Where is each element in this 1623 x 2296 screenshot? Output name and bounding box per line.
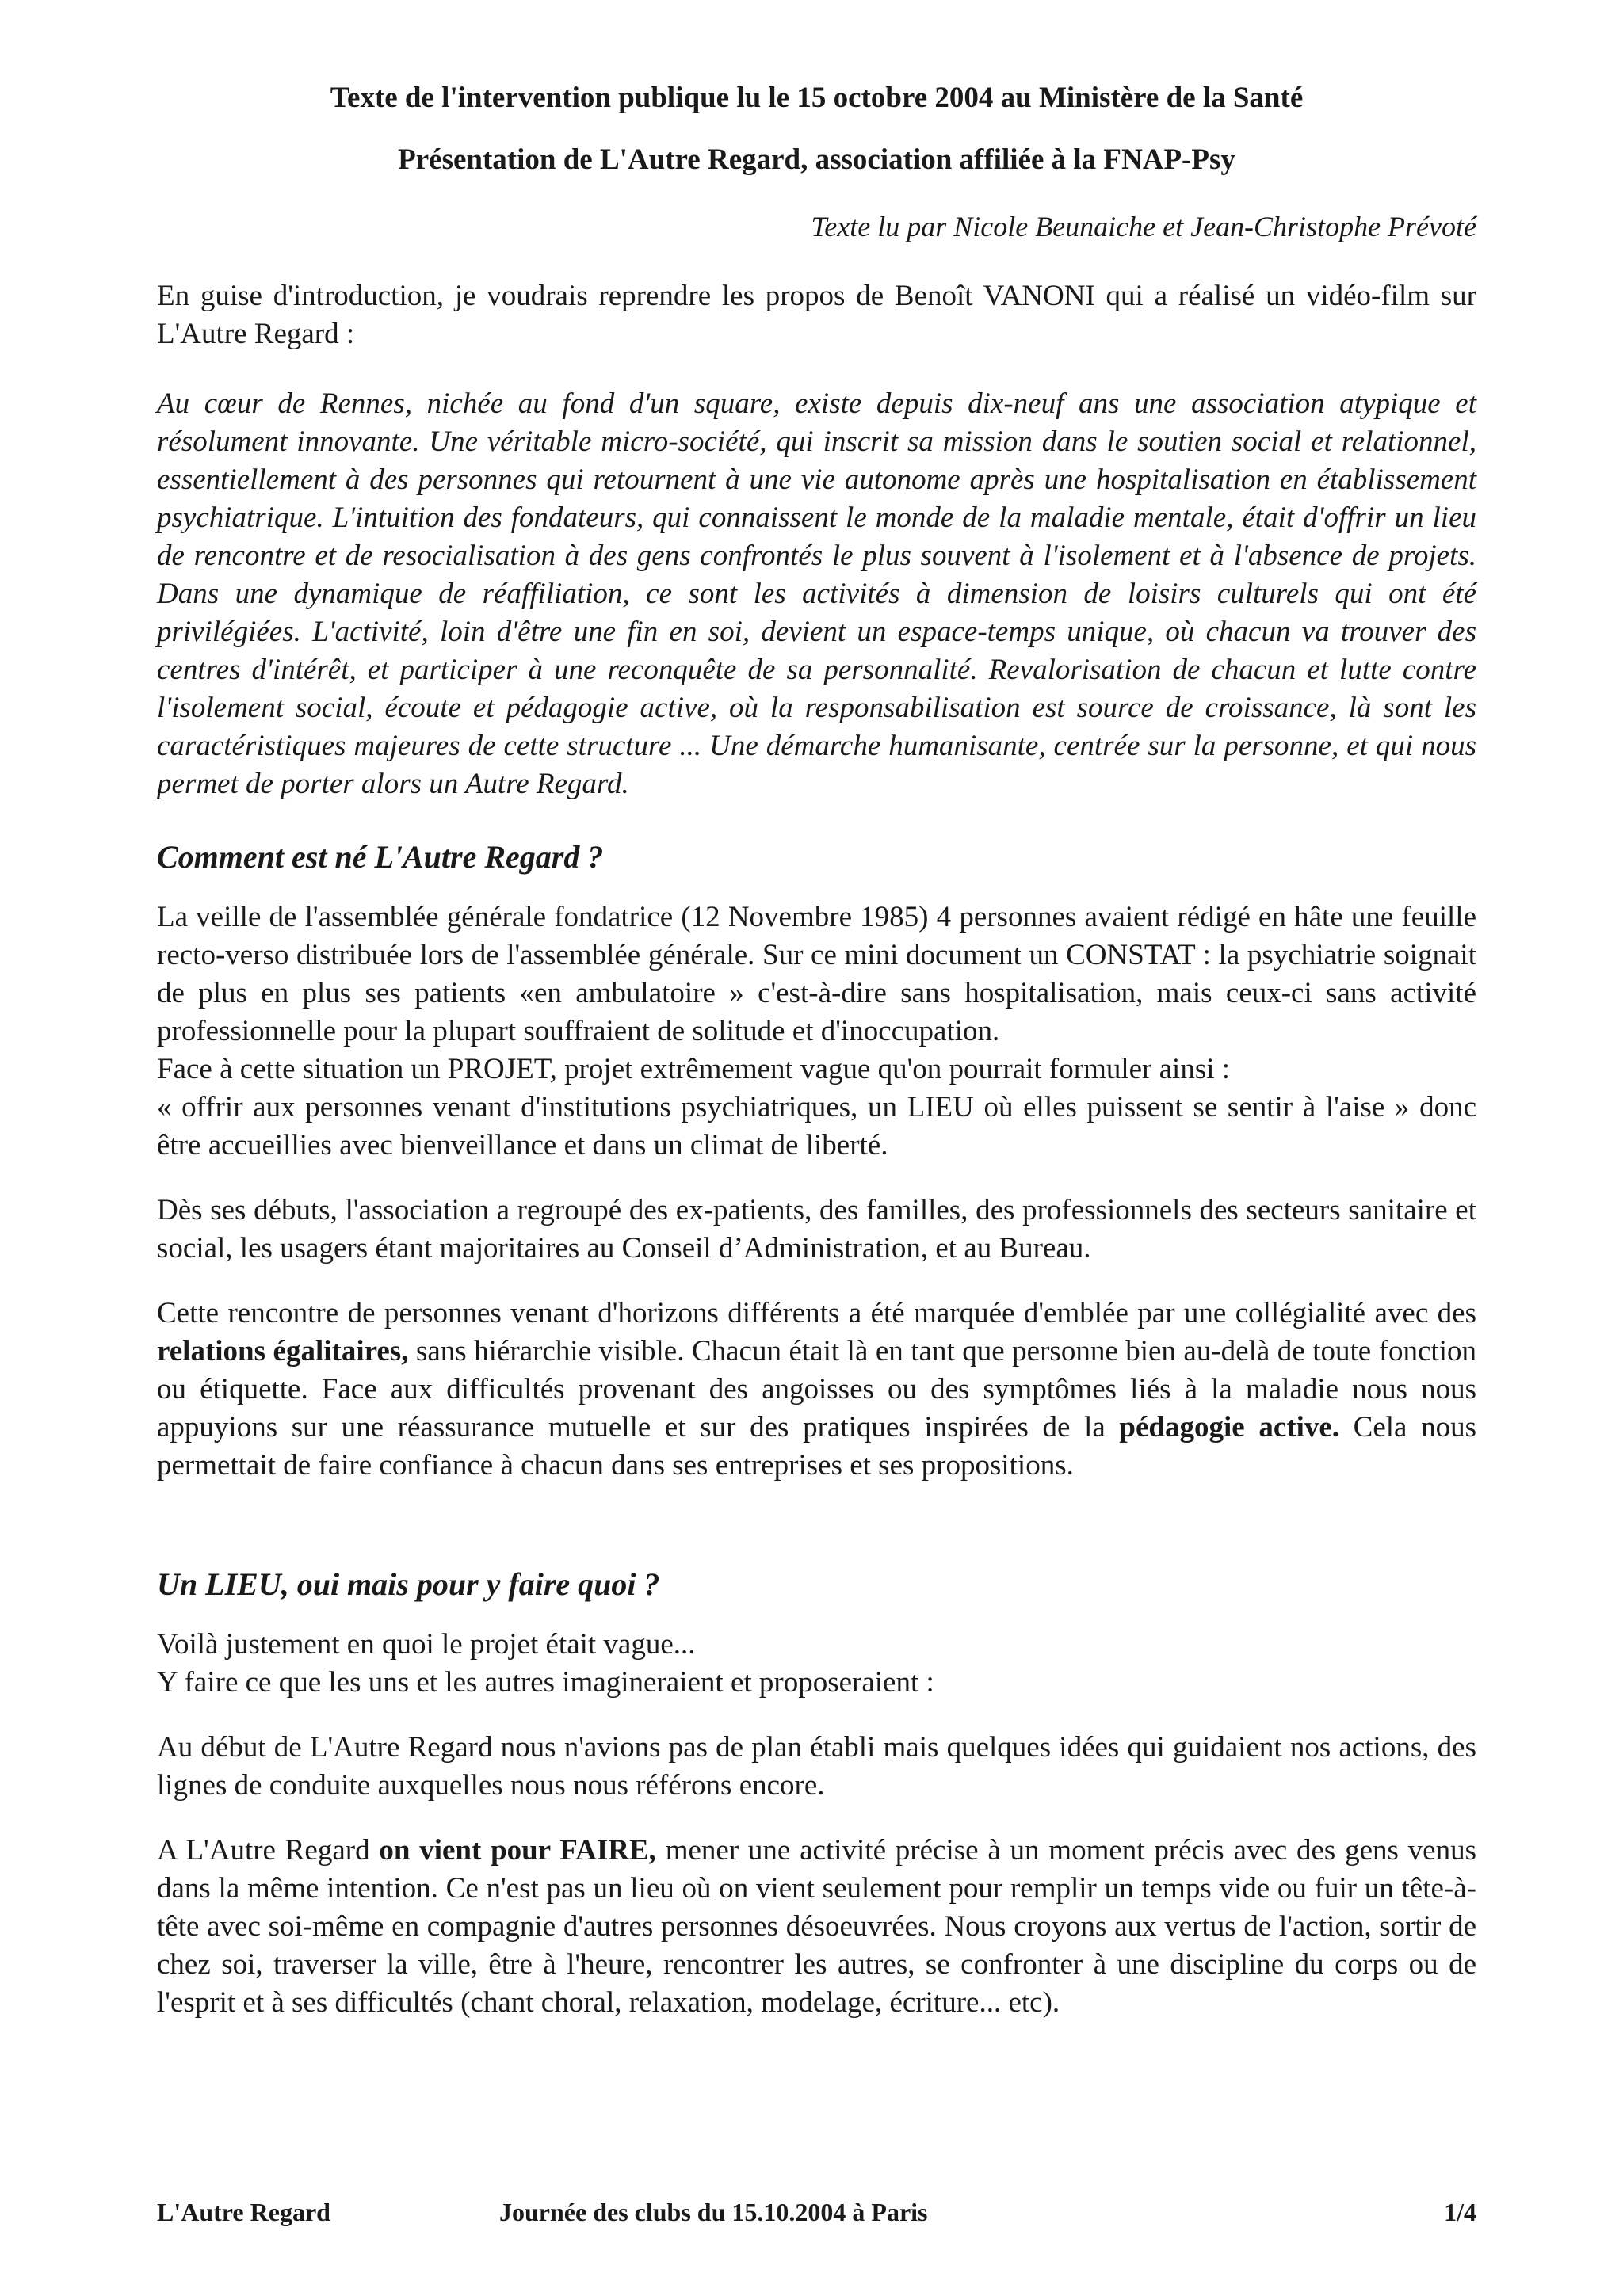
bold-phrase: on vient pour FAIRE, — [379, 1834, 656, 1867]
place-paragraph-1: Voilà justement en quoi le projet était vague... — [157, 1628, 696, 1661]
document-title: Texte de l'intervention publique lu le 15 octobre 2004 au Ministère de la Santé — [330, 82, 1304, 114]
intro-quote: Au cœur de Rennes, nichée au fond d'un square, existe depuis dix-neuf ans une association atypique et résolument innovante. Une véritable micro-société, qui inscrit sa mission dans le soutien social et relationnel, essentiellement à des personnes qui retournent à une vie autonome après une hospitalisation en établissement psychiatrique. L'intuition des fondateurs, qui connaissent le monde de la maladie mentale, était d'offrir un lieu de rencontre et de resocialisation à des gens confrontés le plus souvent à l'isolement et à l'absence de projets. Dans une dynamique de réaffiliation, ce sont les activités à dimension de loisirs culturels qui ont été privilégiées. L'activité, loin d'être une fin en soi, devient un espace-temps unique, où chacun va trouver des centres d'intérêt, et participer à une reconquête de sa personnalité. Revalorisation de chacun et lutte contre l'isolement social, écoute et pédagogie active, où la responsabilisation est source de croissance, là sont les caractéristiques majeures de cette structure ... Une démarche humanisante, centrée sur la personne, et qui nous permet de porter alors un Autre Regard. — [157, 387, 1476, 800]
footer-organization: L'Autre Regard — [157, 2198, 330, 2226]
bold-phrase: pédagogie active. — [1119, 1411, 1340, 1444]
origins-paragraph-3: « offrir aux personnes venant d'institutions psychiatriques, un LIEU où elles puissent se sentir à l'aise » donc être accueillies avec bienveillance et dans un climat de liberté. — [157, 1091, 1476, 1161]
readers-credit: Texte lu par Nicole Beunaiche et Jean-Christophe Prévoté — [811, 211, 1476, 242]
text-run: sans hiérarchie visible. Chacun était là en tant que personne bien au-delà de toute fonction ou étiquette. Face aux difficultés provenant des angoisses ou des symptômes liés à la maladie nous nous appuyions sur une réassurance mutuelle et sur des pratiques inspirées de la — [157, 1335, 1476, 1444]
text-run: Cette rencontre de personnes venant d'horizons différents a été marquée d'emblée par une collégialité avec des — [157, 1297, 1476, 1329]
page-number: 1/4 — [1444, 2198, 1476, 2226]
text-run: Cela nous permettait de faire confiance à chacun dans ses entreprises et ses propositions. — [157, 1411, 1477, 1482]
page-footer — [157, 2193, 1476, 2231]
origins-paragraph-2: Face à cette situation un PROJET, projet extrêmement vague qu'on pourrait formuler ainsi : — [157, 1053, 1231, 1085]
document-subtitle: Présentation de L'Autre Regard, association affiliée à la FNAP-Psy — [398, 143, 1235, 176]
origins-paragraph-5 — [157, 1295, 1476, 1485]
page-content — [157, 79, 1476, 2022]
bold-phrase: relations égalitaires, — [157, 1335, 409, 1367]
origins-paragraph-4: Dès ses débuts, l'association a regroupé des ex-patients, des familles, des professionnels des secteurs sanitaire et social, les usagers étant majoritaires au Conseil d’Administration, et au Bureau. — [157, 1194, 1476, 1264]
text-run: mener une activité précise à un moment précis avec des gens venus dans la même intention. Ce n'est pas un lieu où on vient seulement pour remplir un temps vide ou fuir un tête-à-tête avec soi-même en compagnie d'autres personnes désoeuvrées. Nous croyons aux vertus de l'action, sortir de chez soi, traverser la ville, être à l'heure, rencontrer les autres, se confronter à une discipline du corps ou de l'esprit et à ses difficultés (chant choral, relaxation, modelage, écriture... etc). — [157, 1834, 1477, 2019]
place-paragraph-2: Y faire ce que les uns et les autres imagineraient et proposeraient : — [157, 1666, 934, 1699]
section-heading-place: Un LIEU, oui mais pour y faire quoi ? — [157, 1566, 660, 1602]
footer-event: Journée des clubs du 15.10.2004 à Paris — [499, 2198, 928, 2226]
section-heading-origins: Comment est né L'Autre Regard ? — [157, 839, 604, 875]
origins-paragraph-1: La veille de l'assemblée générale fondatrice (12 Novembre 1985) 4 personnes avaient rédigé en hâte une feuille recto-verso distribuée lors de l'assemblée générale. Sur ce mini document un CONSTAT : la psychiatrie soignait de plus en plus ses patients «en ambulatoire » c'est-à-dire sans hospitalisation, mais ceux-ci sans activité professionnelle pour la plupart souffraient de solitude et d'inoccupation. — [157, 901, 1476, 1047]
intro-paragraph: En guise d'introduction, je voudrais reprendre les propos de Benoît VANONI qui a réalisé un vidéo-film sur L'Autre Regard : — [157, 280, 1476, 350]
place-paragraph-4 — [157, 1832, 1476, 2022]
place-paragraph-3: Au début de L'Autre Regard nous n'avions pas de plan établi mais quelques idées qui guidaient nos actions, des lignes de conduite auxquelles nous nous référons encore. — [157, 1731, 1476, 1802]
text-run: A L'Autre Regard — [157, 1834, 380, 1867]
